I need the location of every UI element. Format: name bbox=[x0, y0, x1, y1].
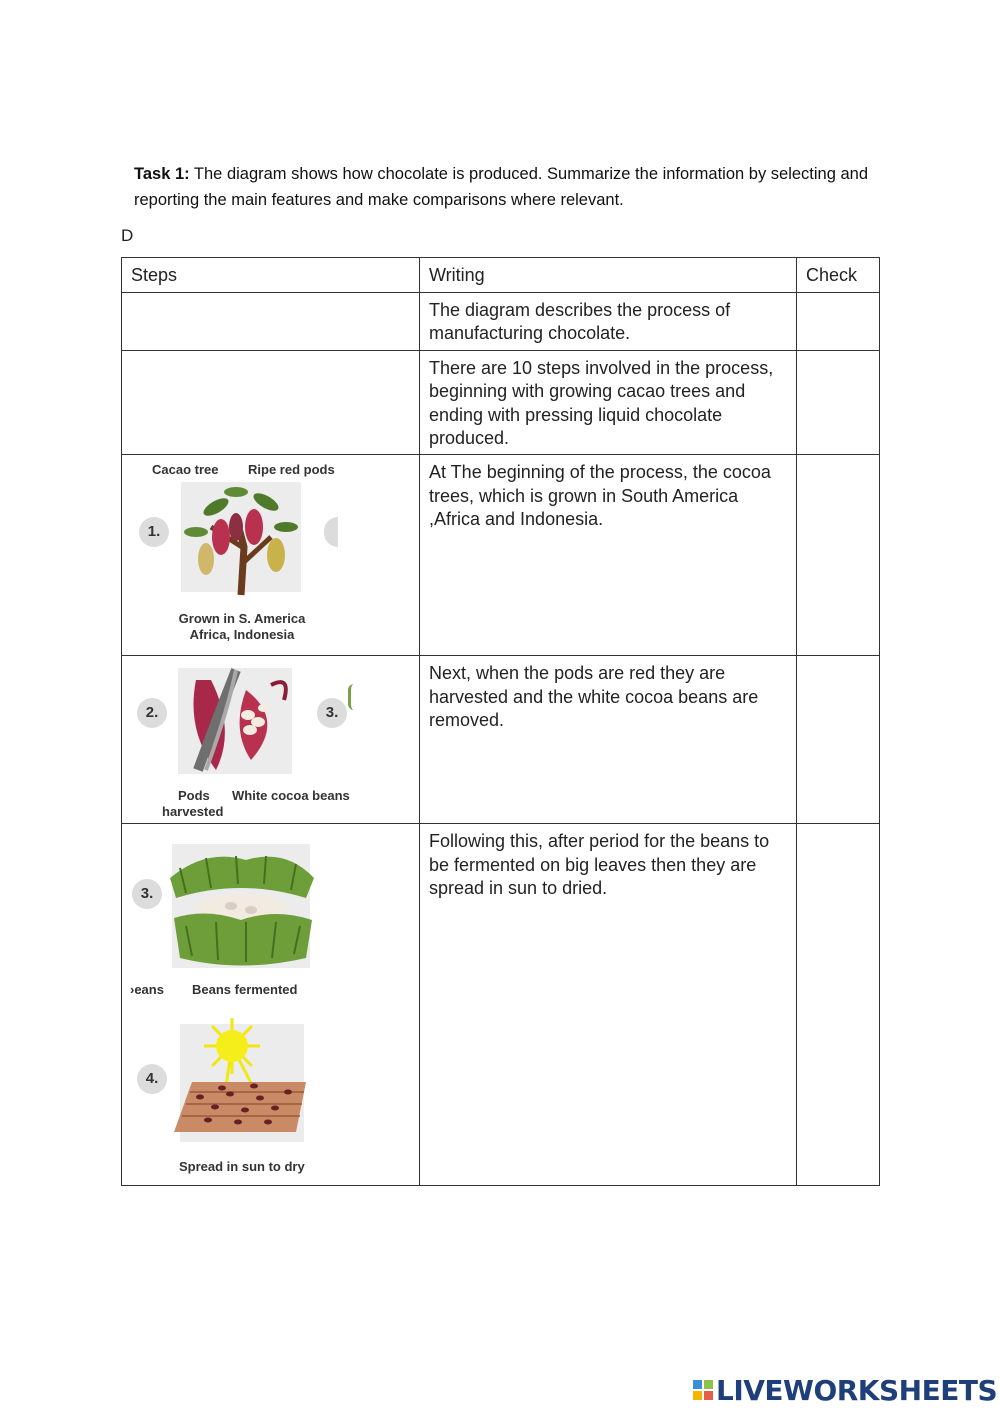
step-number-4: 4. bbox=[137, 1064, 167, 1094]
caption-grown-in-1: Grown in S. America bbox=[178, 611, 306, 627]
header-writing: Writing bbox=[420, 258, 797, 293]
task-label: Task 1: bbox=[134, 165, 190, 183]
step-number-3-partial: 3. bbox=[317, 698, 347, 728]
task-instructions bbox=[134, 161, 874, 213]
steps-cell bbox=[122, 824, 420, 1186]
check-cell[interactable] bbox=[797, 656, 880, 824]
writing-cell: There are 10 steps involved in the process, beginning with growing cacao trees and ending with pressing liquid chocolate produced. bbox=[420, 350, 797, 455]
sun-drying-icon bbox=[170, 1012, 310, 1144]
liveworksheets-logo-icon bbox=[692, 1378, 714, 1402]
step-number-1: 1. bbox=[139, 517, 169, 547]
writing-cell: The diagram describes the process of manufacturing chocolate. bbox=[420, 293, 797, 351]
check-cell[interactable] bbox=[797, 350, 880, 455]
table-row bbox=[122, 824, 880, 1186]
caption-harvested: harvested bbox=[162, 804, 224, 820]
steps-cell bbox=[122, 293, 420, 351]
pods-harvested-icon bbox=[176, 660, 296, 778]
step1-illustration bbox=[122, 455, 419, 655]
cacao-tree-icon bbox=[176, 477, 306, 597]
table-header-row bbox=[122, 258, 880, 293]
label-ripe-red-pods: Ripe red pods bbox=[248, 462, 335, 478]
caption-pods: Pods bbox=[178, 788, 210, 804]
leaf-edge-fragment bbox=[348, 684, 357, 710]
section-marker: D bbox=[121, 226, 134, 245]
caption-white-cocoa-beans: White cocoa beans bbox=[232, 788, 350, 804]
caption-grown-in-2: Africa, Indonesia bbox=[189, 627, 295, 643]
check-cell[interactable] bbox=[797, 824, 880, 1186]
writing-cell: Following this, after period for the beans to be fermented on big leaves then they are spread in sun to dried. bbox=[420, 824, 797, 1186]
task-text: The diagram shows how chocolate is produced. Summarize the information by selecting and reporting the main features and make comparisons where relevant. bbox=[134, 165, 869, 209]
steps-cell bbox=[122, 455, 420, 656]
steps-cell bbox=[122, 656, 420, 824]
caption-beans-fermented: Beans fermented bbox=[192, 982, 298, 998]
caption-beans-partial: ›eans bbox=[130, 982, 164, 998]
step3-4-illustration bbox=[122, 824, 419, 1185]
table-row bbox=[122, 455, 880, 656]
header-steps: Steps bbox=[122, 258, 420, 293]
table-row bbox=[122, 293, 880, 351]
step-number-3: 3. bbox=[132, 879, 162, 909]
writing-table bbox=[121, 257, 880, 1186]
table-row bbox=[122, 656, 880, 824]
check-cell[interactable] bbox=[797, 293, 880, 351]
step-number-2: 2. bbox=[137, 698, 167, 728]
step-number-next-partial bbox=[324, 517, 338, 547]
step2-illustration bbox=[122, 656, 419, 823]
steps-cell bbox=[122, 350, 420, 455]
brand-name[interactable]: LIVEWORKSHEETS bbox=[716, 1373, 998, 1407]
writing-cell: Next, when the pods are red they are harvested and the white cocoa beans are removed. bbox=[420, 656, 797, 824]
fermented-beans-icon bbox=[166, 838, 316, 973]
footer-brand bbox=[692, 1372, 997, 1408]
header-check: Check bbox=[797, 258, 880, 293]
table-row bbox=[122, 350, 880, 455]
check-cell[interactable] bbox=[797, 455, 880, 656]
writing-cell: At The beginning of the process, the cocoa trees, which is grown in South America ,Africa and Indonesia. bbox=[420, 455, 797, 656]
label-cacao-tree: Cacao tree bbox=[152, 462, 219, 478]
caption-spread-in-sun: Spread in sun to dry bbox=[179, 1159, 305, 1175]
